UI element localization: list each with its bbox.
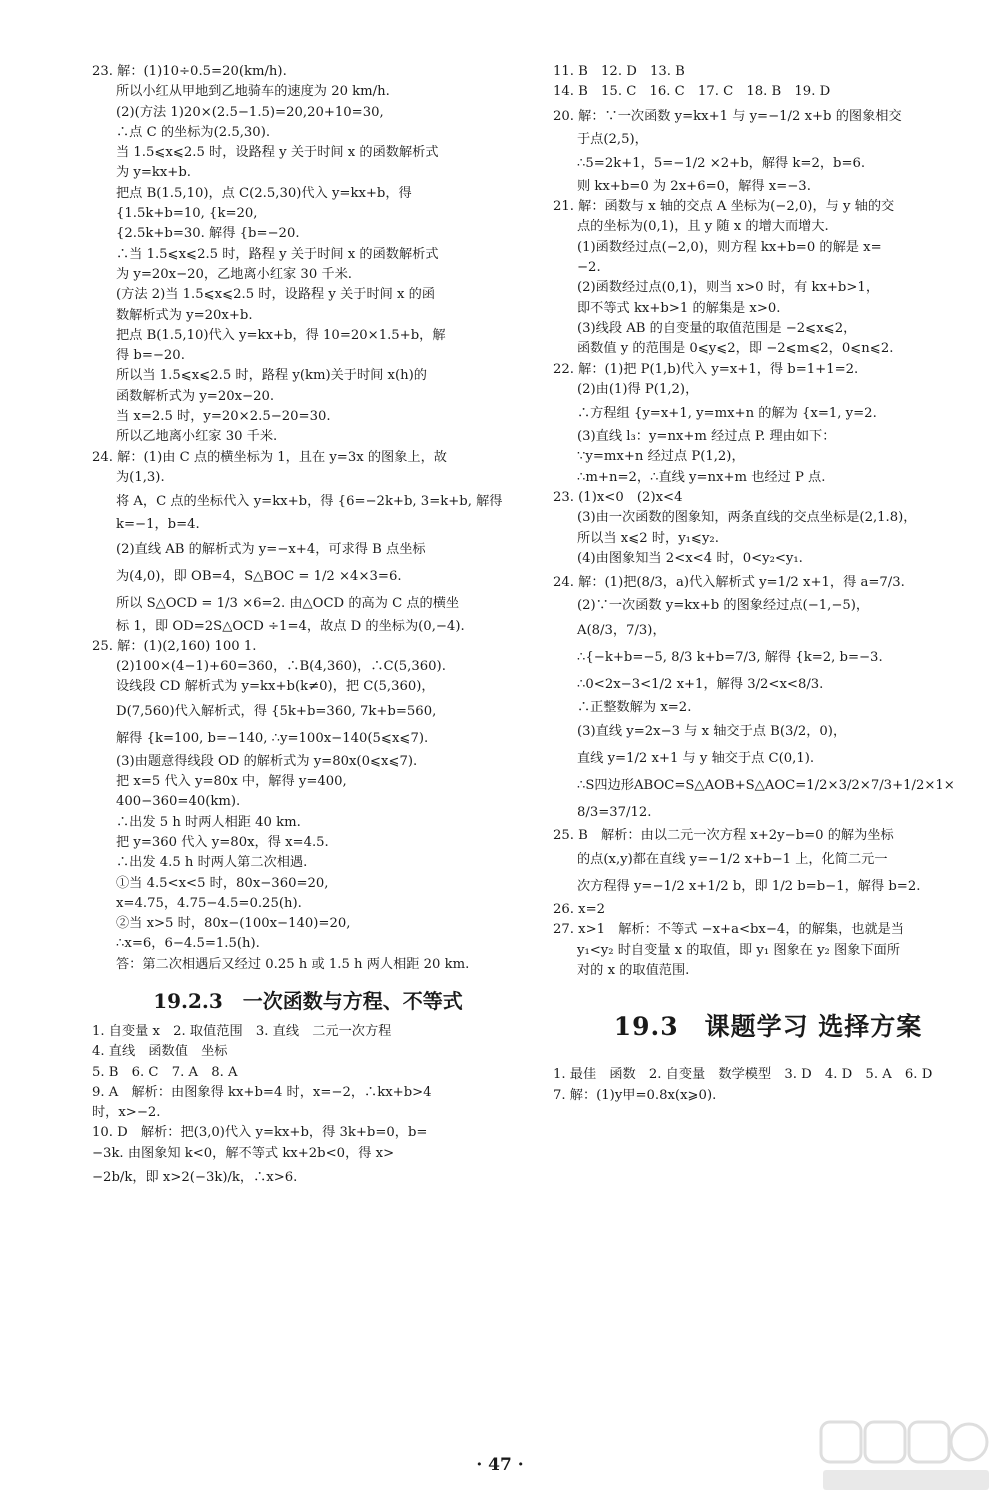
answer-line: 9. A 解析：由图象得 kx+b=4 时，x=−2，∴kx+b>4 bbox=[92, 1084, 432, 1100]
answer-line: 27. x>1 解析：不等式 −x+a<bx−4，的解集，也就是当 bbox=[553, 922, 904, 938]
answer-line: 25. B 解析：由以二元一次方程 x+2y−b=0 的解为坐标 bbox=[553, 827, 894, 843]
answer-line: (3)由一次函数的图象知，两条直线的交点坐标是(2,1.8)， bbox=[577, 510, 917, 526]
answer-line: ∴点 C 的坐标为(2.5,30). bbox=[116, 124, 271, 140]
answer-line: −2b/k，即 x>2(−3k)/k，∴x>6. bbox=[92, 1170, 298, 1186]
answer-line: 23. 解：(1)10÷0.5=20(km/h). bbox=[92, 64, 287, 79]
answer-line: 24. 解：(1)把(8/3，a)代入解析式 y=1/2 x+1，得 a=7/3. bbox=[553, 575, 905, 591]
answer-line: 时，x>−2. bbox=[92, 1105, 161, 1121]
answer-line: {2.5k+b=30. 解得 {b=−20. bbox=[116, 226, 300, 242]
answer-line: 22. 解：(1)把 P(1,b)代入 y=x+1，得 b=1+1=2. bbox=[553, 361, 859, 377]
answer-line: 直线 y=1/2 x+1 与 y 轴交于点 C(0,1). bbox=[577, 750, 815, 766]
answer-line: 所以小红从甲地到乙地骑车的速度为 20 km/h. bbox=[116, 84, 390, 100]
answer-line: (4)由图象知当 2<x<4 时，0<y₂<y₁. bbox=[577, 550, 803, 566]
answer-line: 5. B 6. C 7. A 8. A bbox=[92, 1064, 238, 1080]
answer-line: 20. 解：∵一次函数 y=kx+1 与 y=−1/2 x+b 的图象相交 bbox=[553, 108, 902, 124]
answer-line: 400−360=40(km). bbox=[116, 794, 241, 810]
answer-line: (1)函数经过点(−2,0)，则方程 kx+b=0 的解是 x= bbox=[577, 239, 882, 255]
answer-line: 当 x=2.5 时，y=20×2.5−20=30. bbox=[116, 409, 331, 425]
answer-line: ②当 x>5 时，80x−(100x−140)=20, bbox=[116, 916, 351, 932]
answer-line: 为 y=kx+b. bbox=[116, 165, 191, 181]
answer-line: ①当 4.5<x<5 时，80x−360=20, bbox=[116, 875, 329, 891]
answer-line: 次方程得 y=−1/2 x+1/2 b，即 1/2 b=b−1，解得 b=2. bbox=[577, 879, 921, 895]
answer-line: (3)直线 y=2x−3 与 x 轴交于点 B(3/2，0)， bbox=[577, 723, 847, 739]
answer-line: (方法 2)当 1.5⩽x⩽2.5 时，设路程 y 关于时间 x 的函 bbox=[116, 287, 436, 303]
answer-line: −3k. 由图象知 k<0，解不等式 kx+2b<0，得 x> bbox=[92, 1145, 395, 1161]
answer-line: 得 b=−20. bbox=[116, 348, 185, 364]
section-title-19-3: 19.3 课题学习 选择方案 bbox=[613, 1012, 923, 1042]
answer-line: (2)(方法 1)20×(2.5−1.5)=20,20+10=30, bbox=[116, 104, 384, 120]
answer-line: 24. 解：(1)由 C 点的横坐标为 1，且在 y=3x 的图象上，故 bbox=[92, 449, 447, 465]
answer-line: 7. 解：(1)y甲=0.8x(x⩾0). bbox=[553, 1087, 717, 1103]
answer-line: y₁<y₂ 时自变量 x 的取值，即 y₁ 图象在 y₂ 图象下面所 bbox=[577, 942, 900, 958]
watermark-logo bbox=[819, 1418, 994, 1494]
answer-line: 函数解析式为 y=20x−20. bbox=[116, 388, 275, 404]
page-number: · 47 · bbox=[476, 1455, 524, 1475]
answer-line: D(7,560)代入解析式，得 {5k+b=360, 7k+b=560, bbox=[116, 703, 437, 719]
answer-line: ∴m+n=2，∴直线 y=nx+m 也经过 P 点. bbox=[577, 469, 826, 485]
answer-line: ∴正整数解为 x=2. bbox=[577, 699, 692, 715]
answer-line: ∴0<2x−3<1/2 x+1，解得 3/2<x<8/3. bbox=[577, 676, 824, 692]
answer-line: 11. B 12. D 13. B bbox=[553, 64, 685, 79]
section-title-19-2-3: 19.2.3 一次函数与方程、不等式 bbox=[153, 988, 463, 1013]
right-answers-part2 bbox=[553, 1065, 983, 1106]
right-column bbox=[553, 62, 983, 1106]
answer-line: (3)线段 AB 的自变量的取值范围是 −2⩽x⩽2， bbox=[577, 320, 857, 336]
answer-line: ∴S四边形ABOC=S△AOB+S△AOC=1/2×3/2×7/3+1/2×1× bbox=[577, 777, 955, 793]
answer-line: (3)由题意得线段 OD 的解析式为 y=80x(0⩽x⩽7). bbox=[116, 753, 418, 769]
answer-line: 为(1,3). bbox=[116, 469, 165, 485]
answer-line: 25. 解：(1)(2,160) 100 1. bbox=[92, 638, 257, 654]
answer-line: (3)直线 l₃：y=nx+m 经过点 P. 理由如下： bbox=[577, 429, 836, 445]
answer-line: ∴x=6，6−4.5=1.5(h). bbox=[116, 936, 260, 952]
answer-line: 10. D 解析：把(3,0)代入 y=kx+b，得 3k+b=0，b= bbox=[92, 1125, 428, 1141]
answer-line: 则 kx+b=0 为 2x+6=0，解得 x=−3. bbox=[577, 178, 811, 194]
answer-line: ∴当 1.5⩽x⩽2.5 时，路程 y 关于时间 x 的函数解析式 bbox=[116, 246, 439, 262]
answer-line: 答：第二次相遇后又经过 0.25 h 或 1.5 h 两人相距 20 km. bbox=[116, 956, 470, 972]
right-answers-part1 bbox=[553, 62, 983, 981]
answer-line: ∴5=2k+1，5=−1/2 ×2+b，解得 k=2，b=6. bbox=[577, 155, 866, 171]
answer-line: 26. x=2 bbox=[553, 902, 606, 918]
answer-line: 当 1.5⩽x⩽2.5 时，设路程 y 关于时间 x 的函数解析式 bbox=[116, 145, 439, 161]
answer-line: 设线段 CD 解析式为 y=kx+b(k≠0)，把 C(5,360)， bbox=[116, 679, 435, 695]
answer-line: 把点 B(1.5,10)，点 C(2.5,30)代入 y=kx+b，得 bbox=[116, 185, 412, 201]
answer-line: ∴{−k+b=−5, 8/3 k+b=7/3, 解得 {k=2, b=−3. bbox=[577, 649, 883, 665]
answer-line: ∴出发 4.5 h 时两人第二次相遇. bbox=[116, 855, 308, 871]
answer-line: 所以 S△OCD = 1/3 ×6=2. 由△OCD 的高为 C 点的横坐 bbox=[116, 595, 460, 611]
answer-line: −2. bbox=[577, 260, 601, 276]
answer-line: 标 1，即 OD=2S△OCD ÷1=4，故点 D 的坐标为(0,−4). bbox=[116, 618, 465, 634]
answer-line: 为(4,0)，即 OB=4，S△BOC = 1/2 ×4×3=6. bbox=[116, 568, 402, 584]
answer-line: 解得 {k=100, b=−140, ∴y=100x−140(5⩽x⩽7). bbox=[116, 730, 429, 746]
answer-line: 对的 x 的取值范围. bbox=[577, 963, 690, 979]
answer-line: 1. 最佳 函数 2. 自变量 数学模型 3. D 4. D 5. A 6. D bbox=[553, 1067, 933, 1083]
answer-line: 8/3=37/12. bbox=[577, 804, 652, 820]
answer-line: 将 A，C 点的坐标代入 y=kx+b，得 {6=−2k+b, 3=k+b, 解得 bbox=[116, 494, 503, 510]
left-column bbox=[92, 62, 524, 1191]
answer-line: ∵y=mx+n 经过点 P(1,2)， bbox=[577, 449, 745, 465]
left-answers-part1 bbox=[92, 62, 524, 975]
answer-line: 所以当 1.5⩽x⩽2.5 时，路程 y(km)关于时间 x(h)的 bbox=[116, 368, 427, 384]
answer-line: 1. 自变量 x 2. 取值范围 3. 直线 二元一次方程 bbox=[92, 1023, 392, 1039]
answer-line: (2)100×(4−1)+60=360，∴B(4,360)，∴C(5,360). bbox=[116, 659, 446, 675]
answer-line: (2)由(1)得 P(1,2)， bbox=[577, 381, 699, 397]
answer-line: 点的坐标为(0,1)，且 y 随 x 的增大而增大. bbox=[577, 219, 829, 235]
answer-line: 把 y=360 代入 y=80x，得 x=4.5. bbox=[116, 834, 329, 850]
answer-line: 21. 解：函数与 x 轴的交点 A 坐标为(−2,0)，与 y 轴的交 bbox=[553, 199, 895, 215]
answer-line: 把 x=5 代入 y=80x 中，解得 y=400, bbox=[116, 774, 347, 790]
answer-line: (2)直线 AB 的解析式为 y=−x+4，可求得 B 点坐标 bbox=[116, 541, 426, 557]
answer-line: 4. 直线 函数值 坐标 bbox=[92, 1044, 228, 1060]
answer-line: 的点(x,y)都在直线 y=−1/2 x+b−1 上，化简二元一 bbox=[577, 852, 888, 868]
answer-line: 即不等式 kx+b>1 的解集是 x>0. bbox=[577, 300, 781, 316]
answer-line: 14. B 15. C 16. C 17. C 18. B 19. D bbox=[553, 84, 831, 100]
answer-line: {1.5k+b=10, {k=20, bbox=[116, 206, 258, 222]
answer-line: k=−1，b=4. bbox=[116, 517, 200, 533]
answer-line: 所以乙地离小红家 30 千米. bbox=[116, 429, 278, 445]
answer-line: (2)函数经过点(0,1)，则当 x>0 时，有 kx+b>1， bbox=[577, 280, 880, 296]
answer-line: 为 y=20x−20，乙地离小红家 30 千米. bbox=[116, 266, 352, 282]
answer-line: x=4.75，4.75−4.5=0.25(h). bbox=[116, 895, 302, 911]
answer-line: A(8/3，7/3)， bbox=[577, 622, 666, 638]
answer-line: ∴方程组 {y=x+1, y=mx+n 的解为 {x=1, y=2. bbox=[577, 406, 877, 422]
answer-line: 把点 B(1.5,10)代入 y=kx+b，得 10=20×1.5+b，解 bbox=[116, 327, 446, 343]
answer-line: 23. (1)x<0 (2)x<4 bbox=[553, 490, 683, 506]
answer-line: ∴出发 5 h 时两人相距 40 km. bbox=[116, 814, 301, 830]
answer-line: 数解析式为 y=20x+b. bbox=[116, 307, 253, 323]
answer-line: 于点(2,5)， bbox=[577, 131, 648, 147]
left-answers-part2 bbox=[92, 1022, 524, 1191]
answer-line: 所以当 x⩽2 时，y₁⩽y₂. bbox=[577, 530, 719, 546]
answer-line: (2)∵一次函数 y=kx+b 的图象经过点(−1,−5)， bbox=[577, 598, 870, 614]
answer-line: 函数值 y 的范围是 0⩽y⩽2，即 −2⩽m⩽2，0⩽n⩽2. bbox=[577, 341, 894, 357]
